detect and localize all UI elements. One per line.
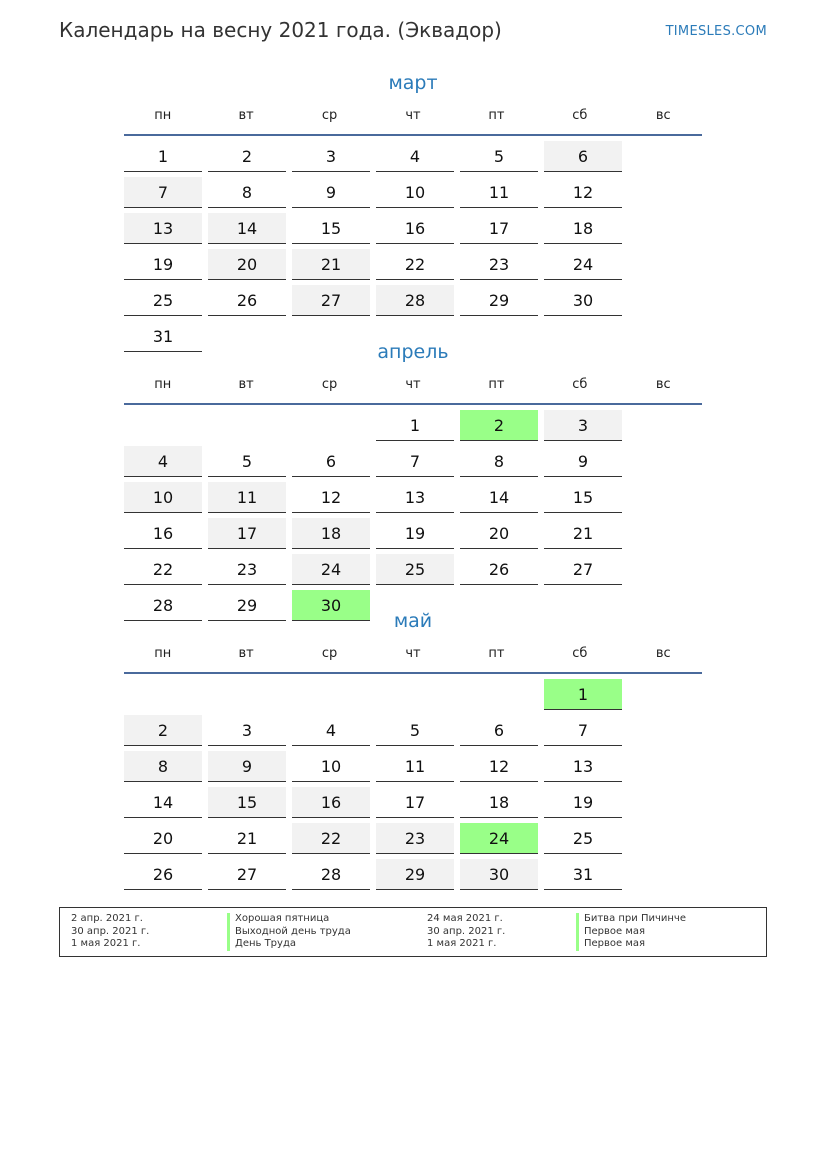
day-cell: 9 xyxy=(208,751,286,782)
day-cell: 30 xyxy=(460,859,538,890)
weekday-label: вс xyxy=(655,646,671,661)
weekday-label: чт xyxy=(405,377,421,392)
day-cell: 7 xyxy=(544,715,622,746)
day-cell: 31 xyxy=(544,859,622,890)
legend-holiday-name: Битва при Пичинче xyxy=(576,913,686,926)
day-cell: 28 xyxy=(376,285,454,316)
weekday-label: ср xyxy=(321,646,338,661)
empty-day-cell xyxy=(208,410,286,441)
month-name: март xyxy=(388,72,438,94)
legend-dates-right xyxy=(427,913,505,951)
holiday-day-cell: 24 xyxy=(460,823,538,854)
header-divider xyxy=(124,672,702,674)
day-cell: 6 xyxy=(460,715,538,746)
legend-holiday-name: День Труда xyxy=(227,938,351,951)
day-cell: 21 xyxy=(208,823,286,854)
day-cell: 23 xyxy=(376,823,454,854)
legend-date: 30 апр. 2021 г. xyxy=(71,925,150,937)
weekday-label: сб xyxy=(572,646,588,661)
month-march xyxy=(124,71,702,352)
day-cell: 11 xyxy=(460,177,538,208)
day-cell: 12 xyxy=(544,177,622,208)
legend-date: 30 апр. 2021 г. xyxy=(427,925,506,937)
day-cell: 17 xyxy=(376,787,454,818)
empty-day-cell xyxy=(292,410,370,441)
day-cell: 16 xyxy=(376,213,454,244)
day-cell: 4 xyxy=(124,446,202,477)
day-cell: 17 xyxy=(208,518,286,549)
day-cell: 12 xyxy=(292,482,370,513)
day-cell: 31 xyxy=(124,321,202,352)
empty-day-cell xyxy=(292,679,370,710)
day-cell: 7 xyxy=(376,446,454,477)
day-cell: 16 xyxy=(292,787,370,818)
day-cell: 15 xyxy=(292,213,370,244)
day-cell: 14 xyxy=(208,213,286,244)
day-cell: 8 xyxy=(460,446,538,477)
weekday-label: сб xyxy=(572,377,588,392)
weekday-header xyxy=(124,107,702,125)
empty-day-cell xyxy=(124,410,202,441)
day-cell: 13 xyxy=(544,751,622,782)
day-cell: 29 xyxy=(376,859,454,890)
header-divider xyxy=(124,403,702,405)
weekday-label: ср xyxy=(321,108,338,123)
day-cell: 23 xyxy=(208,554,286,585)
day-cell: 18 xyxy=(460,787,538,818)
weekday-header xyxy=(124,645,702,663)
legend-names-left xyxy=(227,913,351,951)
legend-holiday-name: Первое мая xyxy=(576,926,686,939)
day-cell: 10 xyxy=(376,177,454,208)
day-cell: 28 xyxy=(124,590,202,621)
days-grid xyxy=(124,141,702,352)
day-cell: 6 xyxy=(292,446,370,477)
day-cell: 4 xyxy=(376,141,454,172)
page-title: Календарь на весну 2021 года. (Эквадор) xyxy=(59,18,502,42)
day-cell: 13 xyxy=(124,213,202,244)
day-cell: 26 xyxy=(460,554,538,585)
day-cell: 25 xyxy=(124,285,202,316)
day-cell: 16 xyxy=(124,518,202,549)
legend-holiday-name: Выходной день труда xyxy=(227,926,351,939)
legend-names-right xyxy=(576,913,686,951)
day-cell: 21 xyxy=(544,518,622,549)
day-cell: 23 xyxy=(460,249,538,280)
weekday-label: пт xyxy=(488,377,505,392)
holiday-day-cell: 2 xyxy=(460,410,538,441)
day-cell: 11 xyxy=(376,751,454,782)
empty-day-cell xyxy=(376,679,454,710)
holiday-day-cell: 1 xyxy=(544,679,622,710)
brand-link[interactable]: TIMESLES.COM xyxy=(665,24,767,39)
day-cell: 28 xyxy=(292,859,370,890)
legend-holiday-name: Хорошая пятница xyxy=(227,913,351,926)
day-cell: 24 xyxy=(544,249,622,280)
day-cell: 25 xyxy=(376,554,454,585)
day-cell: 8 xyxy=(208,177,286,208)
day-cell: 2 xyxy=(208,141,286,172)
weekday-label: ср xyxy=(321,377,338,392)
day-cell: 15 xyxy=(544,482,622,513)
day-cell: 10 xyxy=(124,482,202,513)
day-cell: 27 xyxy=(208,859,286,890)
legend-date: 1 мая 2021 г. xyxy=(427,938,497,950)
day-cell: 20 xyxy=(460,518,538,549)
weekday-label: сб xyxy=(572,108,588,123)
days-grid xyxy=(124,410,702,621)
weekday-label: вт xyxy=(238,646,254,661)
day-cell: 22 xyxy=(376,249,454,280)
day-cell: 3 xyxy=(544,410,622,441)
weekday-label: пн xyxy=(154,377,172,392)
empty-day-cell xyxy=(460,679,538,710)
holiday-day-cell: 30 xyxy=(292,590,370,621)
day-cell: 3 xyxy=(208,715,286,746)
weekday-label: пт xyxy=(488,646,505,661)
weekday-header xyxy=(124,376,702,394)
holiday-legend xyxy=(59,907,767,957)
day-cell: 2 xyxy=(124,715,202,746)
day-cell: 8 xyxy=(124,751,202,782)
day-cell: 30 xyxy=(544,285,622,316)
days-grid xyxy=(124,679,702,890)
day-cell: 14 xyxy=(460,482,538,513)
day-cell: 13 xyxy=(376,482,454,513)
legend-date: 1 мая 2021 г. xyxy=(71,938,141,950)
legend-date: 24 мая 2021 г. xyxy=(427,913,503,924)
day-cell: 27 xyxy=(292,285,370,316)
day-cell: 20 xyxy=(124,823,202,854)
day-cell: 17 xyxy=(460,213,538,244)
day-cell: 26 xyxy=(208,285,286,316)
day-cell: 14 xyxy=(124,787,202,818)
day-cell: 5 xyxy=(208,446,286,477)
day-cell: 21 xyxy=(292,249,370,280)
day-cell: 5 xyxy=(376,715,454,746)
month-name: май xyxy=(393,610,433,632)
day-cell: 10 xyxy=(292,751,370,782)
weekday-label: пт xyxy=(488,108,505,123)
month-april xyxy=(124,340,702,621)
day-cell: 5 xyxy=(460,141,538,172)
day-cell: 22 xyxy=(292,823,370,854)
legend-dates-left xyxy=(71,913,149,951)
weekday-label: вс xyxy=(655,377,671,392)
day-cell: 12 xyxy=(460,751,538,782)
month-may xyxy=(124,609,702,890)
day-cell: 7 xyxy=(124,177,202,208)
day-cell: 9 xyxy=(544,446,622,477)
month-name: апрель xyxy=(377,341,449,363)
day-cell: 24 xyxy=(292,554,370,585)
day-cell: 18 xyxy=(544,213,622,244)
empty-day-cell xyxy=(124,679,202,710)
day-cell: 25 xyxy=(544,823,622,854)
day-cell: 4 xyxy=(292,715,370,746)
day-cell: 29 xyxy=(208,590,286,621)
day-cell: 26 xyxy=(124,859,202,890)
day-cell: 1 xyxy=(124,141,202,172)
day-cell: 15 xyxy=(208,787,286,818)
weekday-label: чт xyxy=(405,108,421,123)
header-divider xyxy=(124,134,702,136)
weekday-label: чт xyxy=(405,646,421,661)
day-cell: 19 xyxy=(124,249,202,280)
day-cell: 18 xyxy=(292,518,370,549)
day-cell: 29 xyxy=(460,285,538,316)
day-cell: 1 xyxy=(376,410,454,441)
weekday-label: вт xyxy=(238,108,254,123)
empty-day-cell xyxy=(208,679,286,710)
legend-holiday-name: Первое мая xyxy=(576,938,686,951)
weekday-label: пн xyxy=(154,646,172,661)
weekday-label: вс xyxy=(655,108,671,123)
day-cell: 6 xyxy=(544,141,622,172)
day-cell: 11 xyxy=(208,482,286,513)
day-cell: 19 xyxy=(544,787,622,818)
day-cell: 9 xyxy=(292,177,370,208)
day-cell: 27 xyxy=(544,554,622,585)
weekday-label: вт xyxy=(238,377,254,392)
day-cell: 3 xyxy=(292,141,370,172)
day-cell: 22 xyxy=(124,554,202,585)
legend-date: 2 апр. 2021 г. xyxy=(71,913,143,924)
day-cell: 19 xyxy=(376,518,454,549)
weekday-label: пн xyxy=(154,108,172,123)
day-cell: 20 xyxy=(208,249,286,280)
